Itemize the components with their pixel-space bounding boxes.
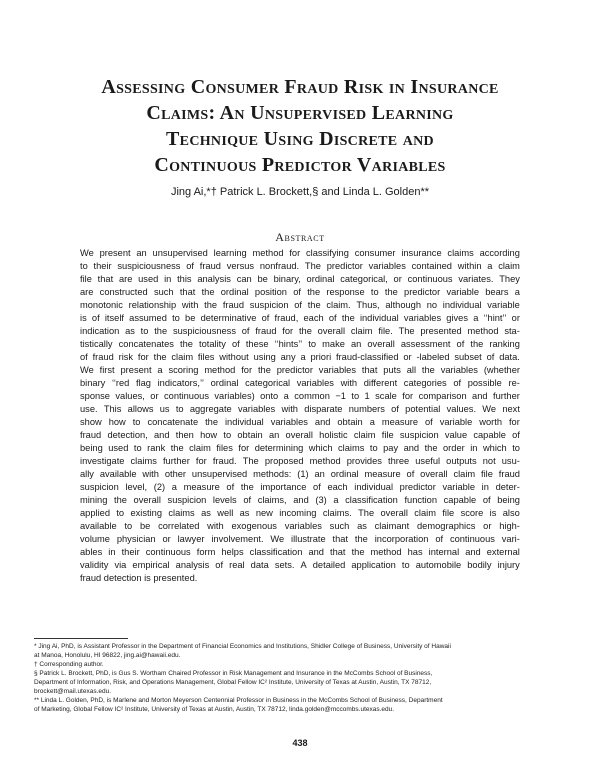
abstract-line: sponse values, or continuous variables) onto a common −1 to 1 scale for comparison and further	[80, 391, 520, 401]
footnotes	[34, 642, 566, 714]
paper-title	[40, 74, 560, 178]
abstract-line: We present an unsupervised learning method for classifying consumer insurance claims according	[80, 248, 520, 258]
footnote-line: ** Linda L. Golden, PhD, is Marlene and Morton Meyerson Centennial Professor in Business in the McCombs School of Business, Department	[34, 697, 443, 704]
title-line: Assessing Consumer Fraud Risk in Insurance	[101, 76, 499, 98]
title-line: Technique Using Discrete and	[166, 128, 434, 150]
abstract-line: monotonic relationship with the fraud suspicion of the claim. Thus, although no individual variable	[80, 300, 520, 310]
abstract-line: volume physician or lawyer involvement. We illustrate that the incorporation of continuous vari-	[80, 534, 520, 544]
footnote-line: § Patrick L. Brockett, PhD, is Gus S. Wortham Chaired Professor in Risk Management and Insurance in the McCombs School of Business,	[34, 670, 433, 677]
abstract-line: available to be correlated with exogenous variables such as claimant demographics or high-	[80, 521, 520, 531]
footnote-line: Department of Information, Risk, and Operations Management, Global Fellow IC² Institute, University of Texas at Austin, Austin, TX 78712,	[34, 679, 432, 686]
title-line: Claims: An Unsupervised Learning	[146, 102, 454, 124]
abstract-line: are constructed such that the ordinal position of the response to the predictor variable bears a	[80, 287, 520, 297]
abstract-line: ables in their continuous form helps classification and that the method has internal and external	[80, 547, 520, 557]
footnote-line: † Corresponding author.	[34, 661, 104, 668]
abstract-line: validity via empirical analysis of real data sets. A detailed application to automobile bodily injury	[80, 560, 520, 570]
abstract-line: show how to concatenate the individual variables and obtain a measure of variable worth for	[80, 417, 520, 427]
abstract-heading: Abstract	[275, 230, 325, 244]
abstract-line: is of itself assumed to be determinative of fraud, each of the individual variables gives a ‘‘hint’’ or	[80, 313, 520, 323]
abstract-line: of fraud risk for the claim files without using any a priori fraud-classified or -labeled subset of data.	[80, 352, 520, 362]
page-number: 438	[292, 738, 308, 748]
abstract-line: fraud detection, and then how to obtain an overall holistic claim file suspicion value capable of	[80, 430, 520, 440]
abstract-line: We first present a scoring method for the predictor variables that puts all the variables (whether	[80, 365, 520, 375]
abstract-line: being used to rank the claim files for determining which claims to pay and the order in which to	[80, 443, 520, 453]
abstract-line: suspicion level, (2) a measure of the importance of each individual predictor variable in deter-	[80, 482, 520, 492]
abstract-line: ally available with other unsupervised methods: (1) an ordinal measure of overall claim file fraud	[80, 469, 520, 479]
abstract-line: mining the overall suspicion levels of claims, and (3) a classification function capable of being	[80, 495, 520, 505]
abstract-line: fraud detection is presented.	[80, 573, 198, 583]
abstract-line: applied to existing claims as well as new incoming claims. The overall claim file score is also	[80, 508, 520, 518]
footnote-line: at Manoa, Honolulu, HI 96822, jing.ai@hawaii.edu.	[34, 652, 181, 659]
abstract-line: investigate claims further for fraud. The proposed method provides three useful outputs not usu-	[80, 456, 520, 466]
abstract-line: use. This allows us to aggregate variables with disparate numbers of potential values. We next	[80, 404, 520, 414]
abstract-line: indication as to the suspiciousness of fraud for the overall claim file. The presented method sta-	[80, 326, 520, 336]
title-line: Continuous Predictor Variables	[154, 154, 446, 176]
abstract-line: binary ‘‘red flag indicators,’’ ordinal categorical variables with different categories of possible re-	[80, 378, 520, 388]
abstract-line: to their suspiciousness of fraud versus nonfraud. The predictor variables contained within a claim	[80, 261, 520, 271]
abstract-body	[80, 247, 520, 585]
abstract-line: tistically concatenates the totality of these ‘‘hints’’ to make an overall assessment of the ranking	[80, 339, 520, 349]
footnote-line: * Jing Ai, PhD, is Assistant Professor in the Department of Financial Economics and Institutions, Shidler College of Business, University of Hawaii	[34, 643, 451, 650]
footnote-line: brockett@mail.utexas.edu.	[34, 688, 112, 695]
abstract-line: file that are used in this analysis can be binary, ordinal categorical, or continuous variates. They	[80, 274, 520, 284]
footnote-line: of Marketing, Global Fellow IC² Institute, University of Texas at Austin, Austin, TX 78712, linda.golden@mccombs.utexas.edu.	[34, 706, 395, 713]
footnote-rule	[34, 638, 128, 639]
author-list: Jing Ai,*† Patrick L. Brockett,§ and Linda L. Golden**	[170, 186, 430, 198]
